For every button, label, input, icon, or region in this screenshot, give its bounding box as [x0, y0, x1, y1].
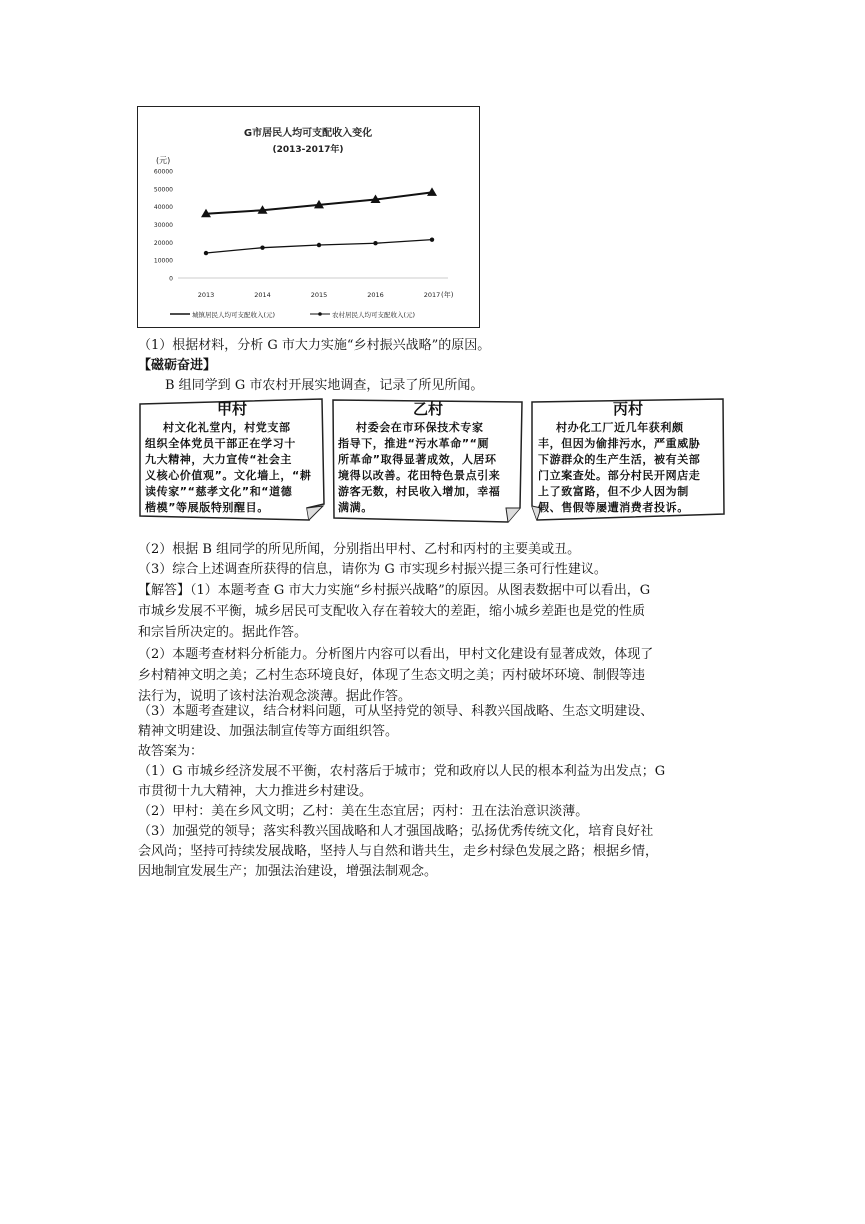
- data-point-rural: [317, 243, 321, 247]
- y-tick-label: 50000: [153, 186, 173, 194]
- answer-1-line-2: 市城乡发展不平衡，城乡居民可支配收入存在着较大的差距，缩小城乡差距也是党的性质: [138, 604, 646, 619]
- y-tick-label: 30000: [153, 222, 173, 229]
- legend-urban-label: 城镇居民人均可支配收入(元): [192, 311, 276, 319]
- card-title-jia: 甲村: [216, 400, 247, 418]
- card-line: 村文化礼堂内，村党支部: [163, 421, 291, 434]
- y-axis-unit: (元): [156, 156, 171, 165]
- village-card-yi: [330, 396, 526, 524]
- card-line: 指导下，推进“污水革命”“厕: [338, 437, 490, 450]
- final-answer-2: （2）甲村：美在乡风文明；乙村：美在生态宜居；丙村：丑在法治意识淡薄。: [138, 804, 589, 819]
- data-point-urban: [427, 187, 437, 196]
- card-title-yi: 乙村: [412, 400, 443, 418]
- card-line: 游客无数，村民收入增加，幸福: [338, 485, 501, 498]
- x-tick-label: 2013: [197, 291, 215, 299]
- data-point-rural: [260, 245, 264, 249]
- card-body-bing: [538, 420, 700, 516]
- card-line: 上了致富路，但不少人因为制: [538, 485, 689, 498]
- x-axis-unit: (年): [441, 291, 454, 299]
- card-line: 组织全体党员干部正在学习十: [145, 437, 296, 450]
- village-card-jia: [137, 396, 327, 524]
- final-answer-3-line-2: 会风尚；坚持可持续发展战略，坚持人与自然和谐共生，走乡村绿色发展之路；根据乡情，: [138, 844, 659, 859]
- chart-subtitle: (2013-2017年): [272, 145, 344, 155]
- final-answer-3-line-3: 因地制宜发展生产；加强法治建设，增强法制观念。: [138, 864, 438, 879]
- card-line: 义核心价值观”。文化墙上，“耕: [145, 469, 312, 482]
- final-answer-1-line-1: （1）G 市城乡经济发展不平衡，农村落后于城市；党和政府以人民的根本利益为出发点；G: [138, 764, 666, 779]
- data-point-rural: [204, 251, 208, 255]
- chart-title: G市居民人均可支配收入变化: [243, 128, 373, 139]
- x-tick-label: 2017: [423, 291, 441, 299]
- answer-2-line-1: （2）本题考查材料分析能力。分析图片内容可以看出，甲村文化建设有显著成效，体现了: [138, 647, 654, 662]
- card-line: 满满。: [338, 501, 373, 514]
- card-line: 丰，但因为偷排污水，严重威胁: [538, 437, 701, 450]
- answer-1-line-1: 【解答】（1）本题考查 G 市大力实施“乡村振兴战略”的原因。从图表数据中可以看出，G: [138, 583, 651, 598]
- data-point-rural: [373, 241, 377, 245]
- card-line: 假、售假等屡遭消费者投诉。: [538, 501, 689, 514]
- y-tick-label: 40000: [153, 204, 173, 212]
- card-line: 村办化工厂近几年获利颇: [556, 421, 684, 434]
- section-title: 【磁砺奋进】: [138, 358, 217, 373]
- answer-1-line-3: 和宗旨所决定的。据此作答。: [138, 625, 308, 640]
- card-line: 读传家”“慈孝文化”和“道德: [145, 485, 293, 498]
- answer-3-line-1: （3）本题考查建议，结合材料问题，可从坚持党的领导、科教兴国战略、生态文明建设、: [138, 704, 654, 719]
- card-line: 九大精神，大力宣传“社会主: [145, 453, 293, 466]
- y-tick-label: 10000: [153, 257, 173, 265]
- answer-2-line-3: 法行为，说明了该村法治观念淡薄。据此作答。: [138, 689, 412, 704]
- x-tick-label: 2014: [254, 291, 271, 299]
- final-answer-1-line-2: 市贯彻十九大精神，大力推进乡村建设。: [138, 784, 373, 799]
- card-line: 境得以改善。花田特色景点引来: [338, 469, 501, 482]
- y-tick-label: 0: [169, 275, 173, 283]
- data-point-rural: [430, 237, 434, 241]
- y-tick-label: 20000: [153, 239, 173, 247]
- card-line: 门立案查处。部分村民开网店走: [538, 469, 701, 482]
- card-body-yi: [338, 420, 500, 516]
- answer-heading: 故答案为：: [138, 744, 204, 759]
- card-line: 下游群众的生产生活，被有关部: [538, 453, 701, 466]
- final-answer-3-line-1: （3）加强党的领导；落实科教兴国战略和人才强国战略；弘扬优秀传统文化，培育良好社: [138, 824, 654, 839]
- card-line: 楷模”等展版特别醒目。: [145, 501, 269, 514]
- chart-svg: [138, 107, 479, 327]
- question-3: （3）综合上述调查所获得的信息，请你为 G 市实现乡村振兴提三条可行性建议。: [138, 562, 607, 577]
- card-line: 所革命”取得显著成效，人居环: [338, 453, 497, 466]
- legend-rural-marker: [318, 312, 322, 316]
- answer-2-line-2: 乡村精神文明之美；乙村生态环境良好，体现了生态文明之美；丙村破坏环境、制假等违: [138, 668, 646, 683]
- x-tick-label: 2016: [367, 291, 384, 299]
- card-line: 村委会在市环保技术专家: [356, 421, 484, 434]
- card-body-jia: [145, 420, 311, 516]
- legend-rural-label: 农村居民人均可支配收入(元): [332, 311, 416, 319]
- question-2: （2）根据 B 组同学的所见所闻，分别指出甲村、乙村和丙村的主要美或丑。: [138, 542, 581, 557]
- y-tick-label: 60000: [153, 168, 173, 176]
- x-tick-label: 2015: [310, 291, 328, 299]
- answer-3-line-2: 精神文明建设、加强法制宣传等方面组织答。: [138, 724, 399, 739]
- question-1: （1）根据材料，分析 G 市大力实施“乡村振兴战略”的原因。: [138, 338, 491, 353]
- card-title-bing: 丙村: [612, 400, 643, 418]
- village-card-bing: [529, 396, 727, 524]
- income-chart: [137, 106, 480, 328]
- survey-intro: B 组同学到 G 市农村开展实地调查，记录了所见所闻。: [165, 378, 484, 393]
